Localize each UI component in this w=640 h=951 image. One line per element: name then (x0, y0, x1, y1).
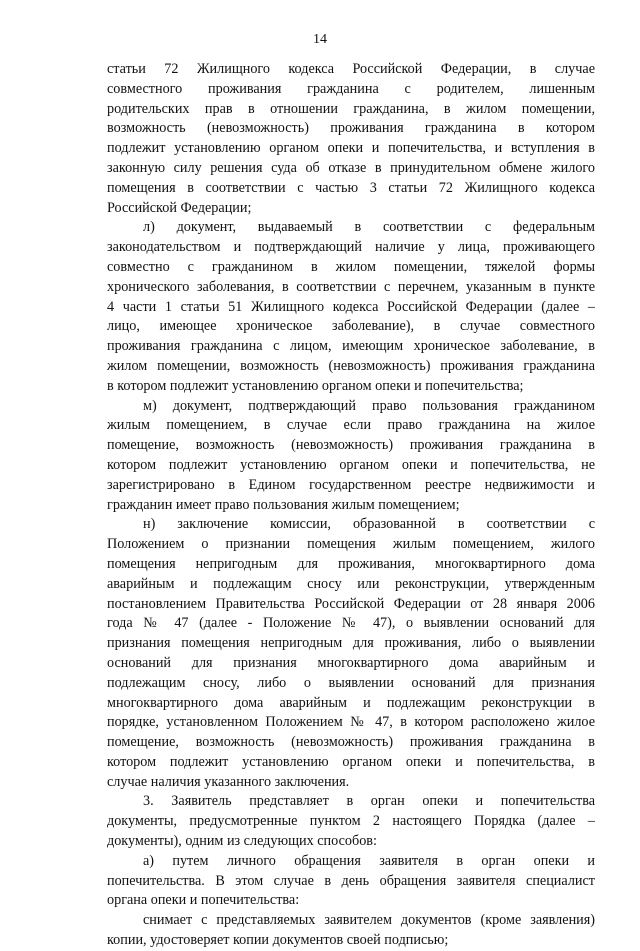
text-line: гражданин имеет право пользования жилым помещением; (107, 496, 460, 513)
text-line: оснований для признания многоквартирного дома аварийным и (107, 654, 595, 671)
text-line: м) документ, подтверждающий право пользования гражданином (143, 397, 595, 414)
text-line: помещение, возможность (невозможность) проживания гражданина в (107, 734, 595, 751)
text-line: зарегистрировано в Едином государственном реестре недвижимости и (107, 476, 595, 493)
text-line: законную силу решения суда об отказе в принудительном обмене жилого (107, 159, 595, 176)
text-line: хронического заболевания, в соответствии с перечнем, указанным в пункте (107, 278, 595, 295)
text-line: случае наличия указанного заключения. (107, 773, 350, 790)
text-line: аварийным и подлежащим сносу или реконструкции, утвержденным (107, 575, 595, 592)
text-line: помещения в соответствии с частью 3 статьи 72 Жилищного кодекса (107, 179, 595, 196)
text-line: лицо, имеющее хроническое заболевание), в случае совместного (107, 318, 595, 335)
text-line: Российской Федерации; (107, 199, 252, 216)
text-line: возможность (невозможность) проживания гражданина в котором (107, 120, 595, 137)
text-line: порядке, установленном Положением № 47, в котором расположено жилое (107, 714, 595, 731)
text-line: котором подлежит установлению органом опеки и попечительства, в (107, 753, 595, 770)
text-line: л) документ, выдаваемый в соответствии с федеральным (143, 219, 595, 236)
text-line: документы), одним из следующих способов: (107, 833, 377, 850)
text-line: документы, предусмотренные пунктом 2 настоящего Порядка (далее – (107, 813, 595, 830)
text-line: жилым помещением, в случае если право гражданина на жилое (107, 417, 595, 434)
text-line: н) заключение комиссии, образованной в соответствии с (143, 516, 595, 533)
text-line: родительских прав в отношении гражданина, в жилом помещении, (107, 100, 595, 117)
document-body (107, 60, 595, 951)
page-number: 14 (313, 32, 327, 47)
text-line: органа опеки и попечительства: (107, 892, 300, 909)
text-line: проживания гражданина с лицом, имеющим хроническое заболевание, в (107, 338, 595, 355)
text-line: признания помещения непригодным для проживания, либо о выявлении (107, 635, 595, 652)
text-line: копии, удостоверяет копии документов своей подписью; (107, 932, 449, 949)
text-line: Положением о признании помещения жилым помещением, жилого (107, 536, 595, 553)
text-line: подлежит установлению органом опеки и попечительства, и вступления в (107, 140, 595, 157)
text-line: совместно с гражданином в жилом помещении, тяжелой формы (107, 258, 595, 275)
text-line: помещение, возможность (невозможность) проживания гражданина в (107, 437, 595, 454)
text-line: подлежащим сносу, либо о выявлении оснований для признания (107, 674, 595, 691)
text-line: котором подлежит установлению органом опеки и попечительства, не (107, 456, 595, 473)
text-line: помещения непригодным для проживания, многоквартирного дома (107, 555, 595, 572)
text-line: 3. Заявитель представляет в орган опеки и попечительства (143, 793, 595, 810)
text-line: снимает с представляемых заявителем документов (кроме заявления) (143, 912, 595, 929)
text-line: многоквартирного дома аварийным и подлежащим реконструкции в (107, 694, 595, 711)
text-line: попечительства. В этом случае в день обращения заявителя специалист (107, 872, 595, 889)
text-line: в котором подлежит установлению органом опеки и попечительства; (107, 377, 524, 394)
text-line: года № 47 (далее - Положение № 47), о выявлении оснований для (107, 615, 595, 632)
text-line: статьи 72 Жилищного кодекса Российской Федерации, в случае (107, 61, 595, 77)
text-line: совместного проживания гражданина с родителем, лишенным (107, 80, 595, 97)
text-line: 4 части 1 статьи 51 Жилищного кодекса Российской Федерации (далее – (107, 298, 595, 315)
text-line: жилом помещении, возможность (невозможность) проживания гражданина (107, 357, 595, 374)
text-line: постановлением Правительства Российской Федерации от 28 января 2006 (107, 595, 595, 612)
text-line: а) путем личного обращения заявителя в орган опеки и (143, 852, 595, 869)
text-line: законодательством и подтверждающий наличие у лица, проживающего (107, 239, 595, 256)
